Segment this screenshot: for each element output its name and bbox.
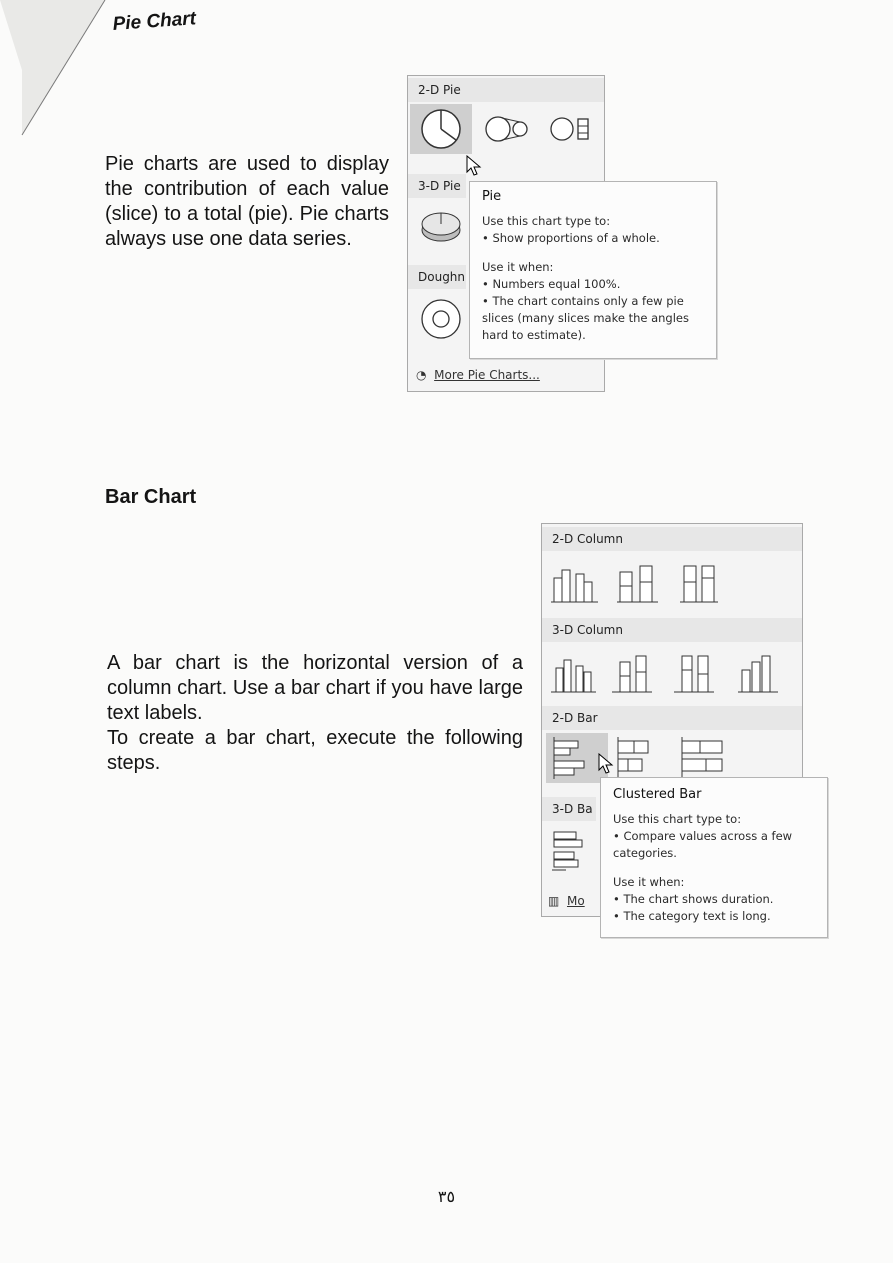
stacked-column-icon <box>614 556 676 606</box>
pie-of-pie-option[interactable] <box>478 104 540 154</box>
stacked-bar-option[interactable] <box>612 733 674 783</box>
tooltip-use-intro: Use this chart type to: <box>482 214 611 228</box>
gallery-header-2d-bar: 2-D Bar <box>542 706 802 730</box>
clustered-column-icon <box>548 556 610 606</box>
pie-icon <box>410 104 472 154</box>
clustered-bar-tooltip <box>600 777 828 938</box>
doughnut-icon <box>410 293 472 343</box>
3d-pie-icon <box>410 200 472 250</box>
gallery-header-3d-pie: 3-D Pie <box>408 174 466 198</box>
pie-description <box>105 152 389 252</box>
gallery-header-2d-pie: 2-D Pie <box>408 78 604 102</box>
bar-paragraph-2: To create a bar chart, execute the following steps. <box>107 727 523 774</box>
tooltip-when-item: • The chart contains only a few pie slices (many slices make the angles hard to estimate). <box>482 294 689 342</box>
pie-chart-option[interactable] <box>410 104 472 154</box>
more-column-charts-label: Mo <box>566 894 585 908</box>
tooltip-when-item: • The category text is long. <box>613 909 771 923</box>
tooltip-use-intro: Use this chart type to: <box>613 812 742 826</box>
bar-of-pie-option[interactable] <box>540 104 602 154</box>
3d-stacked-column-icon <box>608 646 670 696</box>
bar-description <box>107 651 523 776</box>
page-number: ٣٥ <box>437 1189 456 1206</box>
gallery-header-2d-column: 2-D Column <box>542 527 802 551</box>
pie-of-pie-icon <box>478 104 540 154</box>
tooltip-when-intro: Use it when: <box>613 875 685 889</box>
mouse-cursor-icon <box>598 753 614 775</box>
3d-100-stacked-column-option[interactable] <box>670 646 732 696</box>
100-stacked-bar-option[interactable] <box>676 733 738 783</box>
tooltip-title: Clustered Bar <box>613 787 702 802</box>
3d-pie-option[interactable] <box>410 200 472 250</box>
tooltip-use-item: • Show proportions of a whole. <box>482 231 660 245</box>
doughnut-option[interactable] <box>410 293 472 343</box>
gallery-header-3d-bar: 3-D Ba <box>542 797 596 821</box>
100-stacked-column-option[interactable] <box>676 556 738 606</box>
more-pie-charts-link[interactable] <box>416 368 540 382</box>
column-chart-icon: ▥ <box>548 894 560 908</box>
bar-of-pie-icon <box>540 104 602 154</box>
3d-100-stacked-column-icon <box>670 646 732 696</box>
3d-clustered-column-option[interactable] <box>548 646 610 696</box>
gallery-header-3d-column: 3-D Column <box>542 618 802 642</box>
gallery-header-doughnut: Doughn <box>408 265 466 289</box>
100-stacked-column-icon <box>676 556 738 606</box>
bar-paragraph-1: A bar chart is the horizontal version of a column chart. Use a bar chart if you have large text labels. <box>107 652 523 724</box>
stacked-bar-icon <box>612 733 674 783</box>
3d-clustered-bar-icon <box>546 824 608 874</box>
3d-column-option[interactable] <box>734 646 796 696</box>
3d-clustered-column-icon <box>548 646 610 696</box>
clustered-column-option[interactable] <box>548 556 610 606</box>
more-pie-charts-label: More Pie Charts... <box>434 368 540 382</box>
stacked-column-option[interactable] <box>614 556 676 606</box>
clock-pie-icon: ◔ <box>416 368 427 382</box>
page-corner-fold <box>0 0 130 140</box>
3d-clustered-bar-option[interactable] <box>546 824 608 874</box>
tooltip-title: Pie <box>482 189 502 204</box>
3d-column-icon <box>734 646 796 696</box>
pie-paragraph: Pie charts are used to display the contribution of each value (slice) to a total (pie). Pie charts always use one data series. <box>105 153 389 250</box>
100-stacked-bar-icon <box>676 733 738 783</box>
tooltip-when-item: • The chart shows duration. <box>613 892 774 906</box>
page-title: Pie Chart <box>112 8 197 35</box>
more-column-charts-link[interactable] <box>548 894 585 908</box>
mouse-cursor-icon <box>466 155 482 177</box>
tooltip-when-item: • Numbers equal 100%. <box>482 277 621 291</box>
bar-chart-heading: Bar Chart <box>105 486 197 508</box>
tooltip-use-item: • Compare values across a few categories. <box>613 829 793 860</box>
3d-stacked-column-option[interactable] <box>608 646 670 696</box>
tooltip-when-intro: Use it when: <box>482 260 554 274</box>
pie-tooltip <box>469 181 717 359</box>
